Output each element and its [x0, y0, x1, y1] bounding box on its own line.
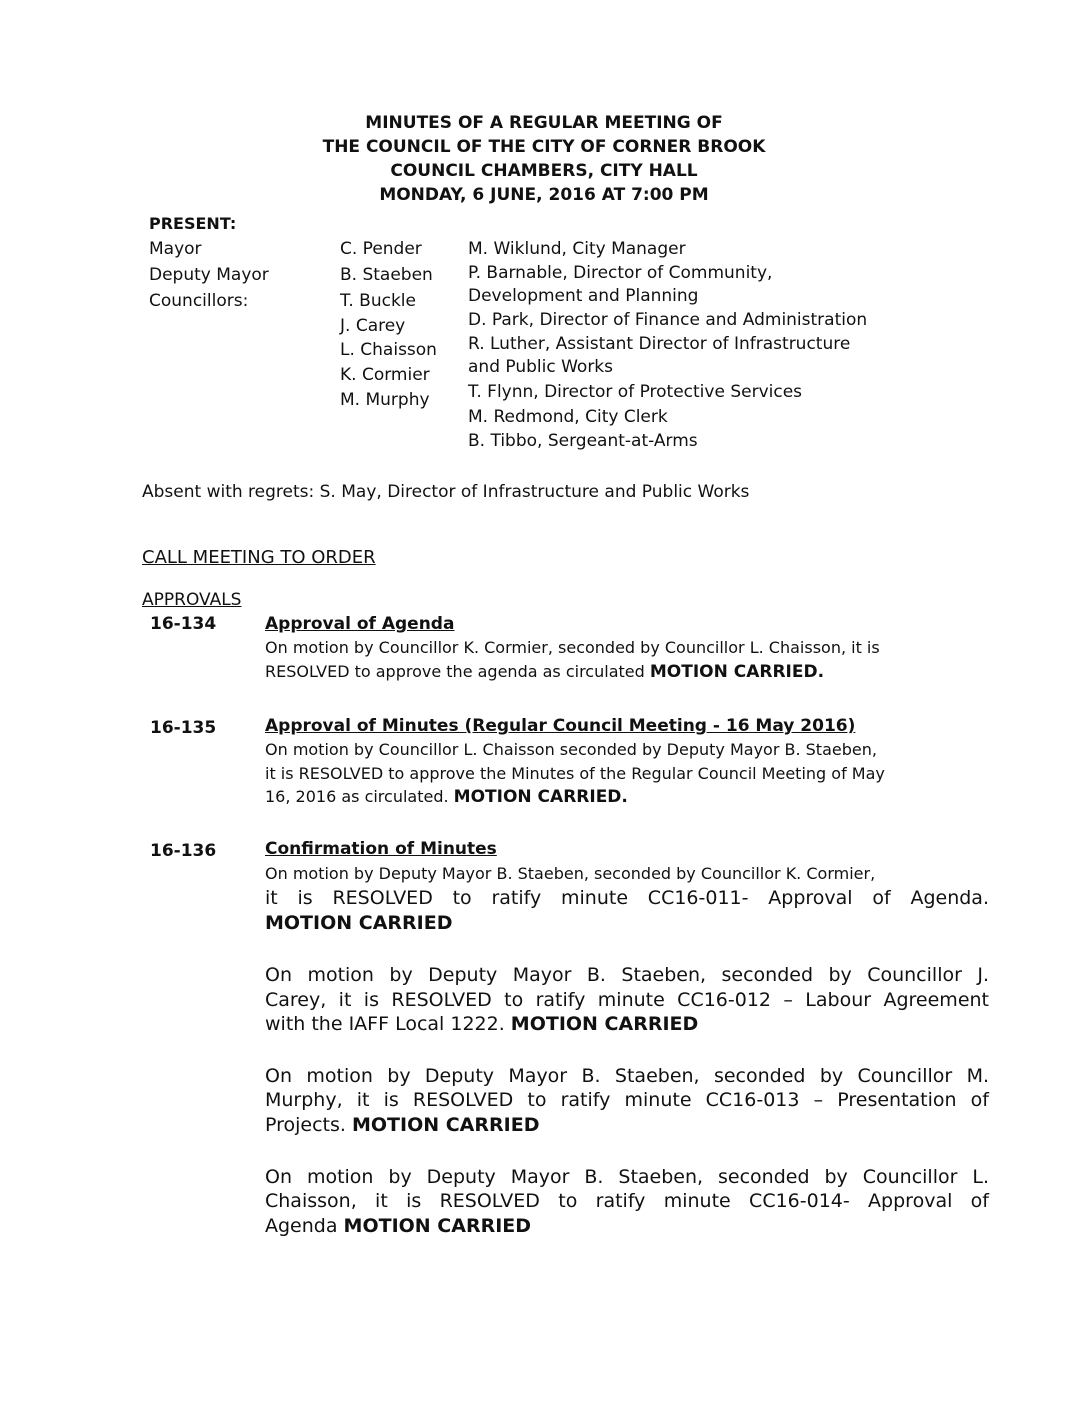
item-title: Approval of Agenda	[265, 614, 455, 634]
member-name: B. Staeben	[340, 265, 433, 285]
staff-line: D. Park, Director of Finance and Administration	[468, 310, 868, 330]
motion-carried: MOTION CARRIED	[351, 1114, 540, 1136]
motion-carried: MOTION CARRIED	[510, 1013, 699, 1035]
staff-line: M. Redmond, City Clerk	[468, 407, 668, 427]
item-text-line: it is RESOLVED to ratify minute CC16-011- Approval of Agenda.	[265, 887, 989, 909]
role-councillors: Councillors:	[149, 291, 249, 311]
item-text-line: On motion by Deputy Mayor B. Staeben, seconded by Councillor K. Cormier,	[265, 864, 876, 883]
motion-carried: MOTION CARRIED	[343, 1215, 532, 1237]
item-number: 16-136	[150, 841, 217, 861]
item-text-line: On motion by Deputy Mayor B. Staeben, seconded by Councillor M.	[265, 1065, 989, 1087]
staff-line: R. Luther, Assistant Director of Infrastructure	[468, 334, 851, 354]
item-title: Confirmation of Minutes	[265, 839, 497, 859]
staff-line: M. Wiklund, City Manager	[468, 239, 686, 259]
motion-carried: MOTION CARRIED	[265, 912, 453, 934]
item-text-line: On motion by Deputy Mayor B. Staeben, seconded by Councillor J.	[265, 964, 989, 986]
item-text-line: Agenda MOTION CARRIED	[265, 1215, 532, 1237]
title-line-4: MONDAY, 6 JUNE, 2016 AT 7:00 PM	[379, 185, 709, 205]
role-deputy-mayor: Deputy Mayor	[149, 265, 269, 285]
item-text-line: with the IAFF Local 1222. MOTION CARRIED	[265, 1013, 699, 1035]
staff-line: P. Barnable, Director of Community,	[468, 263, 773, 283]
item-text-line: On motion by Councillor L. Chaisson seconded by Deputy Mayor B. Staeben,	[265, 740, 877, 759]
member-name: L. Chaisson	[340, 340, 437, 360]
approvals-heading: APPROVALS	[142, 590, 242, 610]
present-heading: PRESENT:	[149, 214, 237, 233]
title-line-2: THE COUNCIL OF THE CITY OF CORNER BROOK	[322, 137, 766, 157]
motion-carried: MOTION CARRIED.	[649, 662, 825, 682]
item-text-line: it is RESOLVED to approve the Minutes of the Regular Council Meeting of May	[265, 764, 885, 783]
item-text-line: 16, 2016 as circulated. MOTION CARRIED.	[265, 787, 628, 807]
item-number: 16-134	[150, 614, 217, 634]
item-text-line: Carey, it is RESOLVED to ratify minute CC16-012 – Labour Agreement	[265, 989, 989, 1011]
motion-carried: MOTION CARRIED.	[453, 787, 628, 807]
item-text-line: Chaisson, it is RESOLVED to ratify minute CC16-014- Approval of	[265, 1190, 989, 1212]
staff-line: Development and Planning	[468, 286, 699, 306]
member-name: T. Buckle	[340, 291, 416, 311]
staff-line: B. Tibbo, Sergeant-at-Arms	[468, 431, 698, 451]
item-text-line: Projects. MOTION CARRIED	[265, 1114, 540, 1136]
title-line-1: MINUTES OF A REGULAR MEETING OF	[365, 113, 723, 133]
item-text-line: RESOLVED to approve the agenda as circulated MOTION CARRIED.	[265, 662, 825, 682]
item-text-line: On motion by Deputy Mayor B. Staeben, seconded by Councillor L.	[265, 1166, 989, 1188]
member-name: K. Cormier	[340, 365, 430, 385]
item-title: Approval of Minutes (Regular Council Meeting - 16 May 2016)	[265, 716, 856, 736]
item-text-line: On motion by Councillor K. Cormier, seconded by Councillor L. Chaisson, it is	[265, 638, 880, 657]
item-number: 16-135	[150, 718, 217, 738]
staff-line: T. Flynn, Director of Protective Services	[468, 382, 803, 402]
title-line-3: COUNCIL CHAMBERS, CITY HALL	[390, 161, 698, 181]
role-mayor: Mayor	[149, 239, 202, 259]
member-name: J. Carey	[340, 316, 406, 336]
member-name: C. Pender	[340, 239, 422, 259]
call-to-order-heading: CALL MEETING TO ORDER	[142, 547, 376, 568]
member-name: M. Murphy	[340, 390, 430, 410]
absent-line: Absent with regrets: S. May, Director of Infrastructure and Public Works	[142, 482, 750, 502]
staff-line: and Public Works	[468, 357, 614, 377]
item-text-line: Murphy, it is RESOLVED to ratify minute CC16-013 – Presentation of	[265, 1089, 989, 1111]
